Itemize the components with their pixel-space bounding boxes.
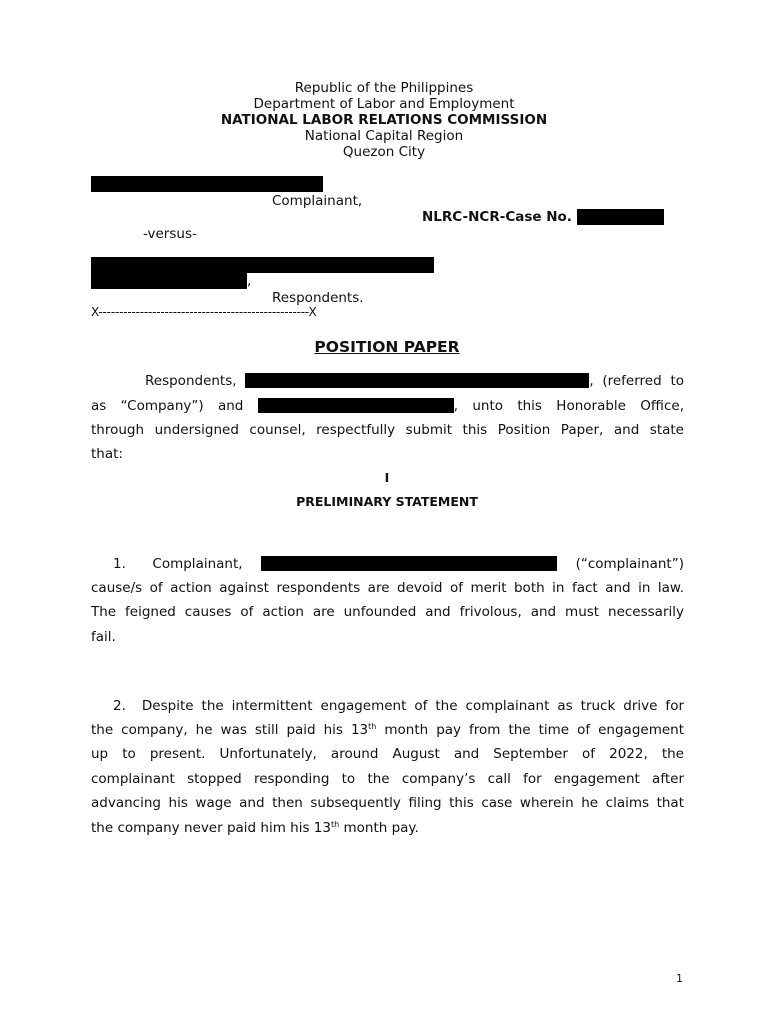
header-department: Department of Labor and Employment — [253, 96, 515, 112]
case-number-label: NLRC-NCR-Case No. — [422, 209, 572, 225]
para2-line-1 — [91, 696, 684, 716]
respondent-comma: , — [247, 273, 252, 289]
header-republic: Republic of the Philippines — [294, 80, 474, 96]
redacted-respondent-name-2 — [91, 273, 247, 289]
caption-separator: X---------------------------------------------------X — [91, 305, 317, 319]
redacted-company-name — [245, 373, 589, 388]
complainant-label: Complainant, — [272, 193, 363, 209]
para2-line-2-b: month pay from the time of engagement — [376, 722, 684, 738]
redacted-case-number — [577, 209, 664, 225]
intro-honorable-office: , unto this Honorable Office, — [453, 398, 684, 414]
para2-line-5: advancing his wage and then subsequently filing this case wherein he claims that — [91, 795, 684, 811]
para2-line-2-sup: th — [368, 722, 377, 731]
header-city: Quezon City — [342, 144, 426, 160]
intro-line-1 — [91, 371, 684, 391]
header-commission: NATIONAL LABOR RELATIONS COMMISSION — [220, 112, 548, 128]
para2-line-6 — [91, 818, 684, 838]
para2-line-6-sup: th — [330, 820, 340, 829]
intro-line-3: through undersigned counsel, respectfully submit this Position Paper, and state — [91, 422, 684, 438]
document-title: POSITION PAPER — [314, 338, 460, 356]
intro-line-4: that: — [91, 446, 123, 462]
respondents-label: Respondents. — [272, 290, 364, 306]
para2-line-4: complainant stopped responding to the company’s call for engagement after — [91, 771, 684, 787]
para1-line-2: cause/s of action against respondents are devoid of merit both in fact and in law. — [91, 580, 684, 596]
section-number: I — [384, 470, 390, 485]
para1-line-4: fail. — [91, 629, 116, 645]
para2-number: 2. — [113, 698, 126, 714]
section-heading: PRELIMINARY STATEMENT — [296, 494, 478, 509]
intro-referred: , (referred to — [589, 373, 684, 389]
redacted-second-respondent — [258, 398, 454, 413]
page-number: 1 — [676, 972, 683, 985]
para1-number: 1. — [113, 556, 126, 572]
para1-complainant: Complainant, — [152, 556, 243, 572]
intro-line-2 — [91, 396, 684, 416]
para2-line-6-b: month pay. — [339, 820, 419, 836]
para2-text-1: Despite the intermittent engagement of the complainant as truck drive for — [141, 698, 684, 714]
redacted-respondent-name-1 — [91, 257, 434, 273]
header-region: National Capital Region — [304, 128, 464, 144]
versus-label: -versus- — [143, 226, 197, 242]
para1-complainant-quote: (“complainant”) — [575, 556, 684, 572]
para2-line-2-a: the company, he was still paid his 13 — [91, 722, 369, 738]
intro-company: as “Company”) and — [91, 398, 244, 414]
para2-line-6-a: the company never paid him his 13 — [91, 820, 331, 836]
redacted-complainant-inline — [261, 556, 557, 571]
para2-line-2 — [91, 720, 684, 740]
para2-line-3: up to present. Unfortunately, around August and September of 2022, the — [91, 746, 684, 762]
redacted-complainant-name — [91, 176, 323, 192]
para1-line-1 — [91, 554, 684, 574]
intro-respondents: Respondents, — [145, 373, 237, 389]
para1-line-3: The feigned causes of action are unfounded and frivolous, and must necessarily — [91, 604, 684, 620]
